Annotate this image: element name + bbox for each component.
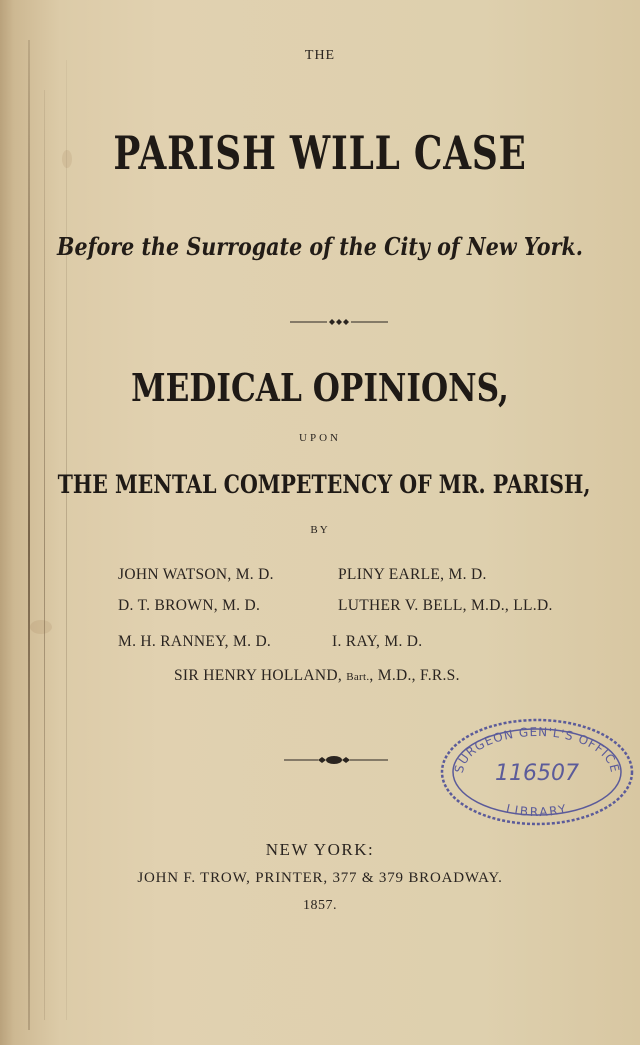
library-stamp bbox=[438, 716, 636, 828]
author-right-1: PLINY EARLE, M. D. bbox=[338, 566, 487, 583]
stamp-bottom-text: LIBRARY bbox=[504, 801, 570, 820]
stamp-number: 116507 bbox=[495, 761, 579, 786]
author-full-suffix: , M.D., F.R.S. bbox=[369, 667, 460, 684]
author-full-name: SIR HENRY HOLLAND, bbox=[174, 667, 347, 684]
stamp-top-text: SURGEON GEN'L'S OFFICE bbox=[451, 724, 623, 775]
imprint-city: NEW YORK: bbox=[265, 840, 375, 859]
svg-text:LIBRARY bbox=[505, 801, 569, 819]
section-title: MEDICAL OPINIONS, bbox=[131, 365, 509, 410]
author-left-1: JOHN WATSON, M. D. bbox=[118, 566, 274, 583]
author-full-title: Bart. bbox=[346, 671, 370, 683]
by-label: BY bbox=[310, 524, 330, 536]
author-right-3: I. RAY, M. D. bbox=[332, 633, 423, 650]
imprint-year: 1857. bbox=[303, 898, 337, 913]
author-full-line bbox=[174, 667, 460, 685]
subtitle: Before the Surrogate of the City of New York. bbox=[57, 232, 583, 261]
subject-heading: THE MENTAL COMPETENCY OF MR. PARISH, bbox=[57, 470, 591, 499]
title-prefix: THE bbox=[304, 48, 336, 63]
book-title: PARISH WILL CASE bbox=[113, 126, 527, 180]
author-right-2: LUTHER V. BELL, M.D., LL.D. bbox=[338, 597, 553, 614]
imprint-printer: JOHN F. TROW, PRINTER, 377 & 379 BROADWAY. bbox=[137, 870, 503, 886]
ornamental-rule-icon bbox=[0, 314, 640, 330]
author-left-3: M. H. RANNEY, M. D. bbox=[118, 633, 272, 650]
author-left-2: D. T. BROWN, M. D. bbox=[118, 597, 261, 614]
foxing-spot bbox=[30, 620, 52, 634]
upon-label: UPON bbox=[299, 432, 341, 444]
